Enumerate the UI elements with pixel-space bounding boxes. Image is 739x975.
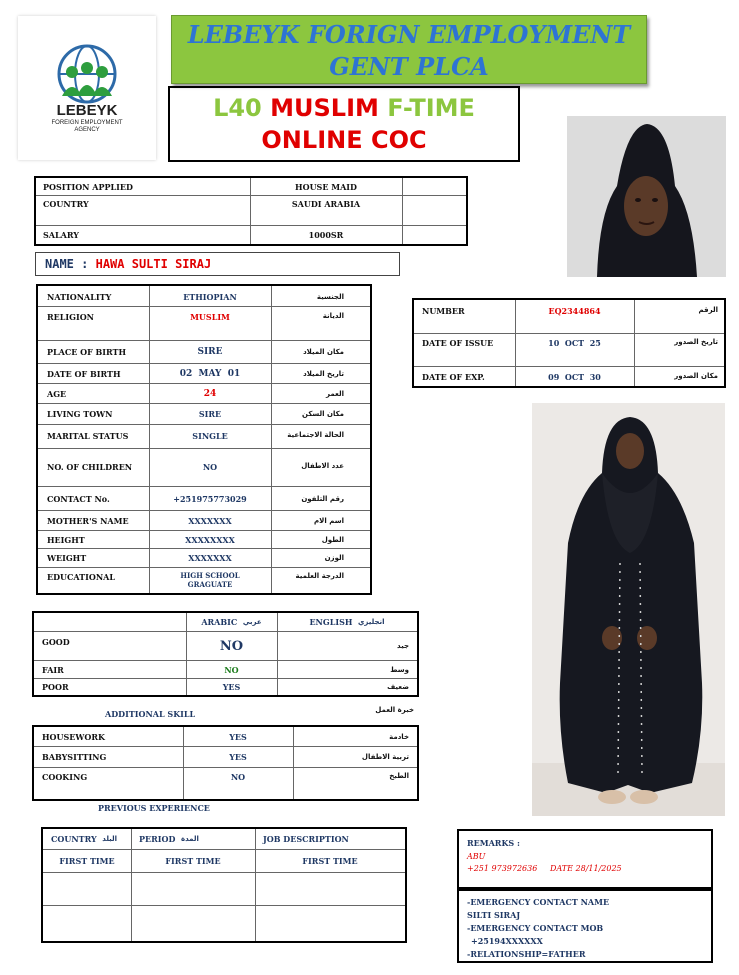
full-body-photo [532, 403, 725, 816]
emergency-line3: -EMERGENCY CONTACT MOB [467, 923, 604, 933]
logo-sub1: FOREIGN EMPLOYMENT [51, 120, 123, 126]
emergency-contact-box [457, 889, 713, 963]
date-of-exp-value: 09 OCT 30 [548, 372, 601, 382]
education-value-1: HIGH SCHOOL [180, 571, 240, 580]
religion-label: RELIGION [47, 312, 94, 322]
logo-text: LEBEYK [56, 102, 118, 119]
height-value: XXXXXXXX [185, 534, 235, 545]
age-ar: العمر [325, 389, 344, 398]
previous-experience-title: PREVIOUS EXPERIENCE [98, 803, 210, 813]
country-label: COUNTRY [43, 199, 89, 209]
passport-number-ar: الرقم [698, 306, 718, 314]
date-of-issue-value: 10 OCT 25 [548, 338, 601, 348]
marital-status-ar: الحالة الاجتماعية [287, 431, 344, 439]
religion-value: MUSLIM [190, 312, 230, 322]
contact-ar: رقم التلفون [301, 494, 344, 503]
passport-number-label: NUMBER [422, 306, 465, 316]
good-arabic-value: NO [219, 638, 244, 654]
remarks-box [457, 829, 713, 889]
coc-banner [168, 86, 520, 162]
good-label: GOOD [42, 637, 70, 647]
experience-first-time-2: FIRST TIME [165, 856, 221, 866]
experience-period-header-ar: المدة [181, 835, 199, 843]
passport-table [412, 298, 726, 388]
age-value: 24 [203, 388, 217, 399]
agency-title-line1: LEBEYK FORIGN EMPLOYMENT [187, 20, 631, 49]
housework-label: HOUSEWORK [42, 731, 105, 742]
salary-value: 1000SR [308, 230, 344, 240]
cooking-label: COOKING [42, 772, 88, 782]
height-label: HEIGHT [47, 534, 85, 545]
position-table [34, 176, 468, 246]
date-of-birth-ar: تاريخ الميلاد [303, 369, 344, 378]
babysitting-label: BABYSITTING [42, 752, 107, 762]
weight-label: WEIGHT [47, 553, 87, 563]
experience-country-header-ar: البلد [102, 835, 118, 843]
agency-logo [18, 16, 156, 160]
nationality-ar: الجنسية [316, 293, 344, 301]
mother-name-label: MOTHER'S NAME [47, 515, 129, 526]
emergency-line5: -RELATIONSHIP=FATHER [467, 949, 586, 959]
poor-arabic-value: YES [222, 682, 241, 692]
marital-status-value: SINGLE [192, 431, 228, 441]
experience-period-header: PERIOD [139, 834, 176, 844]
remarks-line1: ABU [467, 852, 486, 861]
emergency-line1: -EMERGENCY CONTACT NAME [467, 897, 610, 907]
nationality-value: ETHIOPIAN [183, 292, 237, 302]
experience-country-header: COUNTRY [51, 834, 97, 844]
name-value: HAWA SULTI SIRAJ [95, 257, 212, 271]
poor-label: POOR [42, 682, 69, 692]
children-ar: عدد الاطفال [301, 462, 344, 470]
arabic-header-ar: عربي [242, 618, 262, 626]
fair-arabic-value: NO [224, 664, 239, 675]
experience-first-time-3: FIRST TIME [302, 856, 358, 866]
position-applied-value: HOUSE MAID [295, 181, 357, 192]
agency-title-banner [171, 15, 647, 84]
fair-ar: وسط [390, 665, 409, 674]
cooking-value: NO [230, 772, 246, 782]
remarks-label: REMARKS : [467, 838, 520, 848]
cooking-ar: الطبخ [389, 772, 409, 780]
education-ar: الدرجة العلمية [295, 572, 344, 580]
date-of-exp-label: DATE OF EXP. [422, 372, 485, 382]
portrait-photo [567, 116, 726, 277]
weight-value: XXXXXXX [188, 553, 232, 563]
children-label: NO. OF CHILDREN [47, 462, 133, 472]
date-of-issue-ar: تاريخ الصدور [674, 338, 718, 346]
experience-first-time-1: FIRST TIME [59, 856, 115, 866]
mother-name-ar: اسم الام [314, 516, 344, 525]
age-label: AGE [47, 388, 67, 399]
salary-label: SALARY [43, 230, 79, 240]
position-applied-label: POSITION APPLIED [43, 181, 133, 192]
banner-online-coc: ONLINE COC [261, 126, 427, 154]
living-town-ar: مكان السكن [302, 410, 344, 418]
good-ar: جيد [397, 642, 409, 650]
agency-title-line2: GENT PLCA [329, 52, 489, 81]
additional-skill-title: ADDITIONAL SKILL [105, 709, 196, 719]
banner-muslim: MUSLIM [270, 94, 379, 122]
place-of-birth-ar: مكان الميلاد [303, 348, 344, 356]
skills-table [32, 725, 419, 801]
additional-skill-title-ar: خبرة العمل [375, 706, 414, 714]
living-town-label: LIVING TOWN [47, 409, 113, 419]
personal-details-table [36, 284, 372, 595]
date-of-exp-ar: مكان الصدور [674, 372, 718, 380]
place-of-birth-value: SIRE [197, 347, 223, 357]
nationality-label: NATIONALITY [47, 292, 112, 302]
remarks-date: DATE 28/11/2025 [550, 864, 622, 873]
english-header-ar: انجليزي [357, 618, 385, 626]
emergency-line2: SILTI SIRAJ [467, 910, 521, 920]
fair-label: FAIR [42, 664, 64, 675]
place-of-birth-label: PLACE OF BIRTH [47, 347, 127, 357]
country-value: SAUDI ARABIA [291, 199, 361, 209]
banner-l40: L40 [213, 94, 262, 122]
education-label: EDUCATIONAL [47, 572, 115, 582]
language-table [32, 611, 419, 697]
contact-value: +251975773029 [173, 493, 247, 504]
date-of-birth-value: 02 MAY 01 [179, 368, 241, 379]
poor-ar: ضعيف [387, 683, 409, 691]
date-of-birth-label: DATE OF BIRTH [47, 368, 121, 379]
height-ar: الطول [321, 535, 344, 544]
religion-ar: الديانة [322, 312, 344, 320]
living-town-value: SIRE [198, 409, 222, 419]
mother-name-value: XXXXXXX [188, 515, 232, 526]
housework-ar: خادمة [389, 732, 409, 741]
experience-job-header: JOB DESCRIPTION [263, 834, 349, 844]
name-box [35, 252, 400, 276]
english-header: ENGLISH [309, 617, 353, 627]
arabic-header: ARABIC [201, 617, 238, 627]
experience-table [41, 827, 407, 943]
remarks-phone: +251 973972636 [467, 864, 538, 873]
contact-label: CONTACT No. [47, 493, 110, 504]
babysitting-ar: تربية الاطفال [361, 753, 409, 761]
logo-sub2: AGENCY [74, 127, 100, 133]
weight-ar: الوزن [324, 554, 344, 562]
name-label: NAME : [45, 257, 89, 271]
banner-ftime: F-TIME [387, 94, 475, 122]
passport-number-value: EQ2344864 [548, 306, 601, 316]
emergency-line4: +25194XXXXXX [471, 936, 543, 946]
date-of-issue-label: DATE OF ISSUE [422, 338, 494, 348]
education-value-2: GRAGUATE [187, 580, 233, 589]
housework-value: YES [229, 731, 247, 742]
children-value: NO [202, 462, 218, 472]
babysitting-value: YES [229, 752, 247, 762]
marital-status-label: MARITAL STATUS [47, 431, 129, 441]
globe-people-icon [18, 16, 156, 116]
